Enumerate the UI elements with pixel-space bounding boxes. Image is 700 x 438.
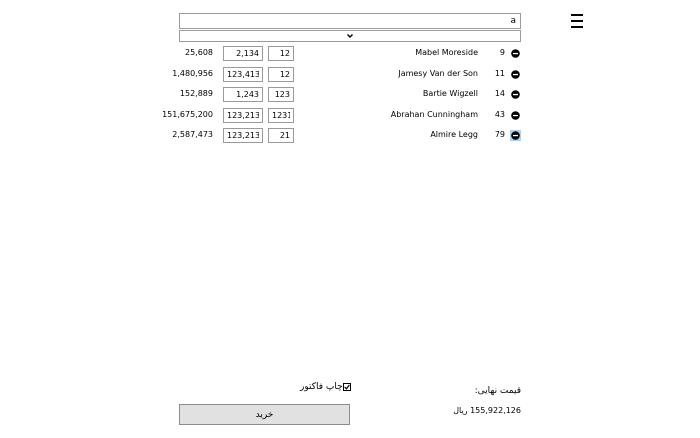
minus-circle-icon [511,90,520,99]
search-input[interactable] [179,13,521,29]
buy-button-label: خرید [255,409,274,420]
person-name: Almire Legg [430,130,478,139]
checkmark-icon [344,384,350,390]
buy-button[interactable] [179,404,350,425]
product-dropdown[interactable] [179,30,521,42]
line-total: 1,480,956 [172,69,213,78]
item-id: 79 [494,130,505,139]
price-input[interactable] [223,87,263,102]
minus-circle-icon [511,70,520,79]
person-name: Jamesy Van der Son [398,69,478,78]
list-item [0,128,700,143]
list-item [0,87,700,102]
price-input[interactable] [223,67,263,82]
quantity-input[interactable] [268,67,294,82]
quantity-input[interactable] [268,87,294,102]
remove-item-button[interactable] [510,130,521,141]
quantity-input[interactable] [268,108,294,123]
chevron-down-icon [346,32,354,40]
remove-item-button[interactable] [510,89,521,100]
hamburger-menu-icon[interactable] [571,14,583,28]
price-input[interactable] [223,128,263,143]
print-invoice-checkbox[interactable] [343,383,351,391]
line-total: 25,608 [185,48,213,57]
remove-item-button[interactable] [510,48,521,59]
price-input[interactable] [223,46,263,61]
item-id: 11 [494,69,505,78]
line-total: 151,675,200 [162,110,213,119]
list-item [0,46,700,61]
print-invoice-label: چاپ فاکتور [300,382,343,392]
list-item [0,108,700,123]
item-id: 43 [494,110,505,119]
final-price-value: 155,922,126 ریال [453,406,521,415]
quantity-input[interactable] [268,128,294,143]
person-name: Abrahan Cunningham [390,110,478,119]
line-total: 152,889 [179,89,213,98]
minus-circle-icon [511,131,520,140]
item-id: 14 [494,89,505,98]
price-input[interactable] [223,108,263,123]
minus-circle-icon [511,111,520,120]
line-total: 2,587,473 [172,130,213,139]
list-item [0,67,700,82]
remove-item-button[interactable] [510,110,521,121]
item-id: 9 [499,48,505,57]
final-price-label: قیمت نهایی: [474,386,521,396]
minus-circle-icon [511,49,520,58]
person-name: Bartie Wigzell [422,89,478,98]
quantity-input[interactable] [268,46,294,61]
person-name: Mabel Moreside [415,48,478,57]
remove-item-button[interactable] [510,69,521,80]
